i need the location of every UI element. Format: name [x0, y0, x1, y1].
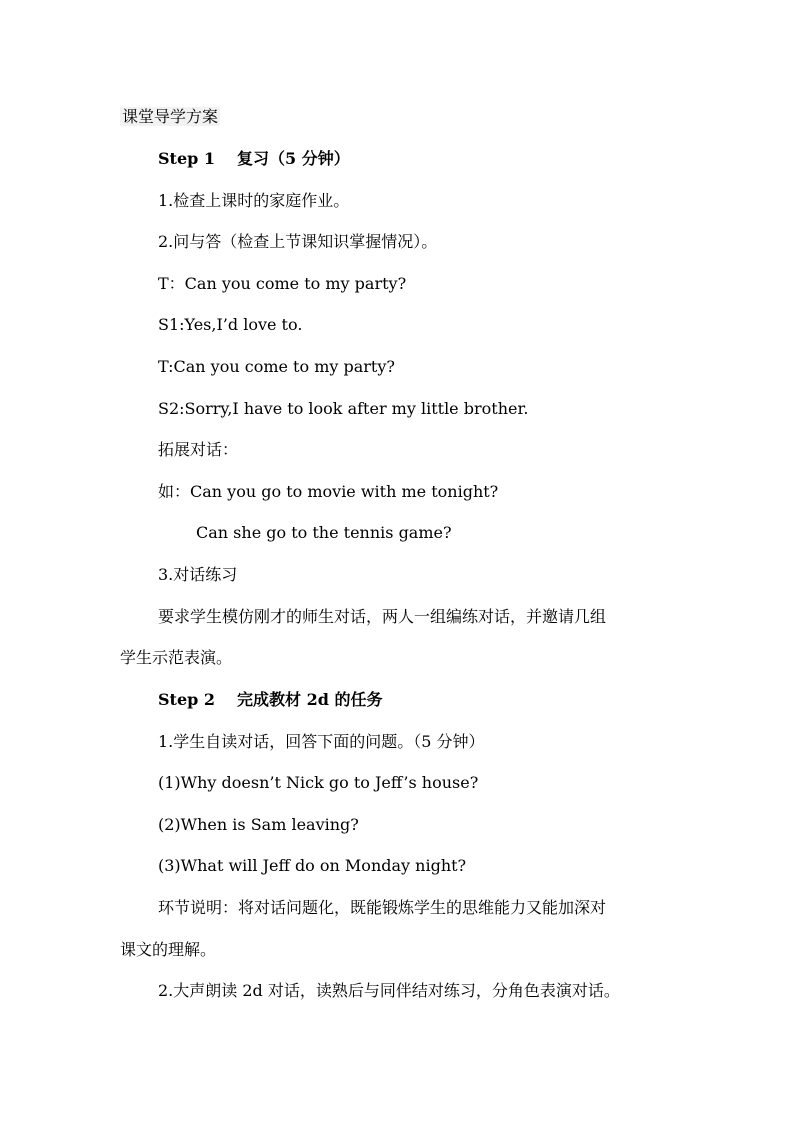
example-line-1: 如：Can you go to movie with me tonight? [158, 482, 499, 501]
note-line-1: 环节说明：将对话问题化，既能锻炼学生的思维能力又能加深对 [158, 898, 607, 917]
step2-title: 完成教材 2d 的任务 [237, 690, 383, 709]
qa-title: 2.问与答（检查上节课知识掌握情况）。 [158, 232, 438, 251]
teacher-line-1: T：Can you come to my party? [158, 274, 407, 293]
practice-title: 3.对话练习 [158, 565, 238, 584]
step1-heading [158, 148, 350, 170]
student2-line: S2:Sorry,I have to look after my little brother. [158, 399, 529, 418]
practice-desc-line-1: 要求学生模仿刚才的师生对话，两人一组编练对话，并邀请几组 [158, 607, 607, 626]
student1-line: S1:Yes,I’d love to. [158, 315, 303, 334]
read-task: 1.学生自读对话，回答下面的问题。（5 分钟） [158, 732, 485, 751]
step1-label: Step 1 [158, 149, 216, 168]
question-3: (3)What will Jeff do on Monday night? [158, 856, 467, 875]
review-homework: 1.检查上课时的家庭作业。 [158, 191, 350, 210]
extend-label: 拓展对话： [158, 440, 239, 459]
step2-label: Step 2 [158, 690, 216, 709]
example-line-2: Can she go to the tennis game? [196, 523, 452, 542]
question-1: (1)Why doesn’t Nick go to Jeff’s house? [158, 773, 479, 792]
practice-desc-line-2: 学生示范表演。 [120, 648, 233, 667]
step1-title: 复习（5 分钟） [237, 149, 350, 168]
teacher-line-2: T:Can you come to my party? [158, 357, 395, 376]
section-heading [120, 106, 220, 128]
note-line-2: 课文的理解。 [120, 940, 217, 959]
read-aloud-task: 2.大声朗读 2d 对话，读熟后与同伴结对练习，分角色表演对话。 [158, 981, 620, 1000]
question-2: (2)When is Sam leaving? [158, 815, 359, 834]
section-title: 课堂导学方案 [122, 107, 219, 126]
step2-heading [158, 689, 382, 711]
